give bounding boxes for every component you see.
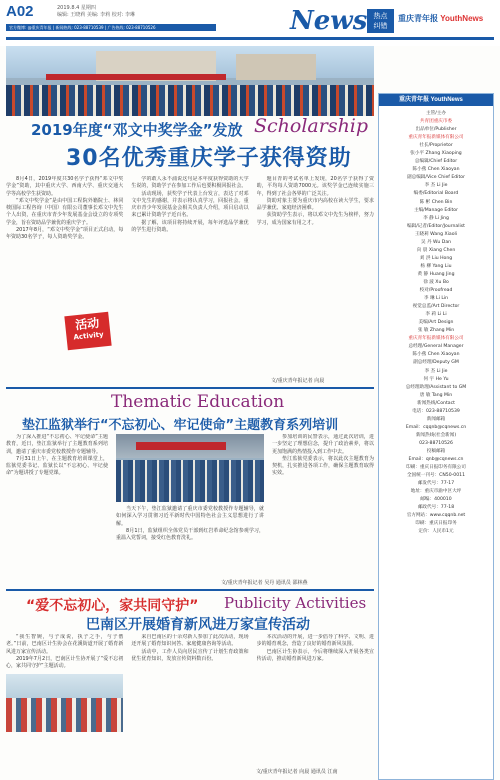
training-classroom-photo [116, 434, 264, 502]
article1-column-2: 学的敢人永不浦说这句是本年度获得资助的大学生说的，资助学子在参加工作后也要积极回报社会。 活动现场，获奖学子代表上台发言，表达了对邓文中先生的感谢，并表示将认真学习，回报社会。重庆市青少年发展基金会相关负责人介绍，项目启动以来已累计资助学子近百名。 据了解，该项目将持续开展，每年评选品学兼优的学生进行资助。 [131, 176, 249, 234]
article2-body [6, 434, 374, 576]
staff-list-row: 新闻热线(社会新闻) [415, 432, 457, 438]
staff-list-row: 邮编：400010 [420, 497, 452, 503]
staff-list-row: 吴 丹 Wu Dan [420, 239, 452, 245]
activity-stamp: 活动 Activity [64, 312, 111, 350]
staff-list-row: 全国统一刊号：CN50-0011 [407, 473, 465, 479]
masthead-sidebar [378, 93, 494, 780]
staff-list-row: 陈小燕 Chen Xiaoyan [412, 352, 460, 358]
staff-list-row: 重庆青年报新媒体有限公司 [408, 336, 464, 342]
staff-list-row: 副总经理/Deputy GM [413, 360, 459, 366]
section-tag-box [367, 9, 394, 33]
staff-list-row: 邮发代号：77-17 [417, 481, 455, 487]
section-tag-hot: 热点 [373, 12, 388, 20]
staff-list-row: 刘 洪 Liu Hong [419, 255, 453, 261]
staff-list-row: 编委/Editorial Board [413, 191, 459, 197]
staff-list-row: 地址：重庆市渝中区大坪 [410, 489, 462, 495]
article2-photo-area: 当天下午，垫江监狱邀请了重庆市委党校教授作专题辅导，就如何深入学习贯彻习近平新时代中国特色社会主义思想进行了讲解。 8月1日，监狱组织全体党员干部到红岩革命纪念馆参观学习，重温入党誓词，接受红色教育洗礼。 [116, 434, 264, 576]
staff-list-row: 邮政代号：77-18 [417, 505, 455, 511]
article1-column-1: 8月4日，2019年度共30名学子获得“邓文中奖学金”资助，其中重庆大学、西南大学、重庆交通大学等高校学生获资助。 “邓文中奖学金”是由中国工程院外籍院士、林同棪国际工程咨询（中国）有限公司董事长邓文中先生个人出资，在重庆市青少年发展基金会设立的专项奖学金，旨在资助品学兼优的重庆学子。 2017年8月，“邓文中奖学金”项目正式启动，每年资助30名学子，每人资助奖学金。 [6, 176, 124, 241]
staff-list-row: 编辑/记者/Editor/Journalist [407, 223, 465, 229]
page-number: A02 [6, 3, 34, 20]
staff-list-row: 张小平 Zhang Xiaoping [410, 151, 462, 157]
header-rule [6, 37, 494, 40]
editor-line: 编辑: 王晓莉 美编: 李莉 校对: 李琳 [57, 12, 136, 18]
article3-body [6, 634, 374, 762]
staff-list-row: 黄 静 Huang Jing [417, 271, 455, 277]
staff-list-row: 李 莉 Li Li [425, 312, 447, 318]
article2-column-3: 参加培训的民警表示，通过此次培训，进一步坚定了理想信念，提升了政治素养，将以更加饱满的热情投入到工作中去。 垫江监狱党委表示，将以此次主题教育为契机，扎实推进各项工作，确保主题教育取得实效。 [271, 434, 374, 477]
article2-byline: 文/重庆青年报记者 吴丹 通讯员 邵林燕 [221, 580, 308, 586]
staff-list-row: 总经理/General Manager [408, 344, 464, 350]
staff-list-row: 新闻热线/Contact [417, 400, 455, 406]
section-divider [6, 589, 374, 591]
section-tag-correction: 纠错 [373, 22, 388, 30]
staff-list-row: 李 杰 Li Jie [424, 183, 448, 189]
staff-list-row: 徐 波 Xu Bo [423, 279, 449, 285]
staff-list-row: 投稿邮箱 [426, 448, 446, 454]
staff-list-row: 社长/Proprietor [419, 143, 453, 149]
brand-logo [398, 13, 483, 24]
article3-column-1: “我生智婉，与子成说，执子之手，与子偕老。”日前，巴南区计生协会在花溪街道开展了婚育新风进万家宣传活动。 2019年7月2日，巴南区计生协开展了“爱不忘初心，家共同守护”主题活动。 [6, 634, 123, 762]
article1-column-3: 题目青的考试名单上发现，20名学子获得了资助，平均每人资助7000元。该奖学金已连续实施三年，得到了社会各界的广泛关注。 资助对象主要为重庆市内高校在读大学生，要求品学兼优、家庭经济困难。 获资助学生表示，将以邓文中先生为榜样，努力学习，成为国家有用之才。 [256, 176, 374, 226]
article3-title-en: Publicity Activities [224, 594, 367, 612]
scholarship-group-photo [6, 46, 374, 116]
date-info [57, 5, 157, 19]
article1-title: 2019年度“邓文中奖学金”发放 [31, 121, 243, 139]
brand-name-cn: 重庆青年报 [398, 14, 438, 23]
masthead [0, 0, 500, 46]
article1-subtitle: 30名优秀重庆学子获得资助 [66, 146, 352, 171]
staff-list-row: 主管/主办 [426, 111, 446, 116]
staff-list-row: 总经理助理/Assistant to GM [405, 384, 467, 390]
staff-list-row: 重庆青年报新媒体有限公司 [408, 135, 464, 141]
article2-title: 垫江监狱举行“不忘初心、牢记使命”主题教育系列培训 [22, 418, 339, 433]
staff-list-row: 向 晨 Xiang Chen [416, 247, 456, 253]
section-title-news: News [290, 6, 368, 36]
staff-list-row: 023-88710526 [419, 440, 453, 446]
staff-list-row: 定价：人民币1元 [418, 529, 454, 535]
staff-list-row: 印刷：重庆日报印务 [415, 521, 457, 527]
staff-list-row: 美编/Art Design [418, 320, 454, 326]
staff-list-row: 共青团重庆市委 [419, 119, 453, 125]
staff-list-row: 总编辑/Chief Editor [414, 159, 458, 165]
main-column [6, 46, 374, 780]
staff-list-row: 王晓莉 Wang Xiaoli [414, 231, 458, 237]
article2-column-1: 为了深入推进“不忘初心、牢记使命”主题教育，近日，垫江监狱举行了主题教育系列培训，邀请了重庆市委党校教授作专题辅导。 7月31日上午，在主题教育培训课堂上，监狱党委书记、监狱长以“不忘初心、牢记使命”为题讲授了专题党课。 [6, 434, 109, 477]
article3-title: “爱不忘初心，家共同守护” [26, 598, 199, 614]
staff-list-row: 杨 柳 Yang Liu [420, 263, 452, 269]
staff-list-row: 李 琳 Li Lin [423, 296, 449, 302]
wedding-event-photo [6, 674, 123, 732]
staff-list-row: 李 杰 Li Jie [424, 368, 448, 374]
sidebar-header: 重庆青年报 YouthNews [379, 94, 493, 106]
article3-column-2: 来自巴南区的十余对新人参加了此次活动，现场还开展了婚育知识问答、家庭健康咨询等活动。 活动中，工作人员向居民宣传了计划生育政策和优生优育知识，发放宣传资料数百份。 [131, 634, 249, 662]
article1-byline: 文/重庆青年报记者 向晨 [271, 378, 325, 384]
staff-list-row: 陈 彬 Chen Bin [419, 199, 453, 205]
staff-list-row: Email：qnb@cqnews.cn [408, 457, 464, 463]
staff-list-row: 唐 敏 Tang Min [419, 392, 453, 398]
article3-subtitle: 巴南区开展婚育新风进万家宣传活动 [86, 617, 310, 633]
staff-list-row: 出品单位/Publisher [415, 127, 457, 133]
article1-body [6, 176, 374, 374]
staff-list [379, 110, 493, 536]
staff-list-row: 校对/Proofread [419, 288, 453, 294]
section-divider [6, 387, 374, 389]
staff-list-row: 新闻邮箱 [426, 416, 446, 422]
date-line: 2019.8.4 星期四 [57, 5, 96, 11]
article2-title-en: Thematic Education [111, 392, 285, 412]
staff-list-row: 何 宇 He Yu [423, 376, 449, 382]
staff-list-row: 副总编辑/Vice Chief Editor [407, 175, 465, 181]
brand-name-en: YouthNews [440, 14, 484, 23]
article3-byline: 文/重庆青年报记者 向晨 通讯员 江南 [256, 769, 338, 775]
staff-list-row: 张 敏 Zhang Min [417, 328, 455, 334]
contact-bar: 官方微博: @重庆青年报 | 新闻热线: 023-88710539 | 广告热线: 023-88710526 [6, 24, 216, 31]
staff-list-row: Email：cqqnb@cqnews.cn [405, 424, 467, 430]
staff-list-row: 陈小燕 Chen Xiaoyan [412, 167, 460, 173]
staff-list-row: 视觉总监/Art Director [412, 304, 460, 310]
staff-list-row: 官方网站：www.cqqnb.net [406, 513, 466, 519]
staff-list-row: 电话：023-88710539 [412, 408, 460, 414]
article1-title-en: Scholarship [254, 115, 369, 137]
staff-list-row: 李 静 Li Jing [423, 215, 449, 221]
article3-column-3: 本次活动的开展，进一步倡导了科学、文明、进步的婚育观念，营造了良好的婚育新风氛围。 巴南区计生协表示，今后将继续深入开展各类宣传活动，推动婚育新风进万家。 [256, 634, 374, 662]
staff-list-row: 主编/Manage Editor [413, 207, 459, 213]
staff-list-row: 印刷：重庆日报印务有限公司 [406, 465, 466, 471]
